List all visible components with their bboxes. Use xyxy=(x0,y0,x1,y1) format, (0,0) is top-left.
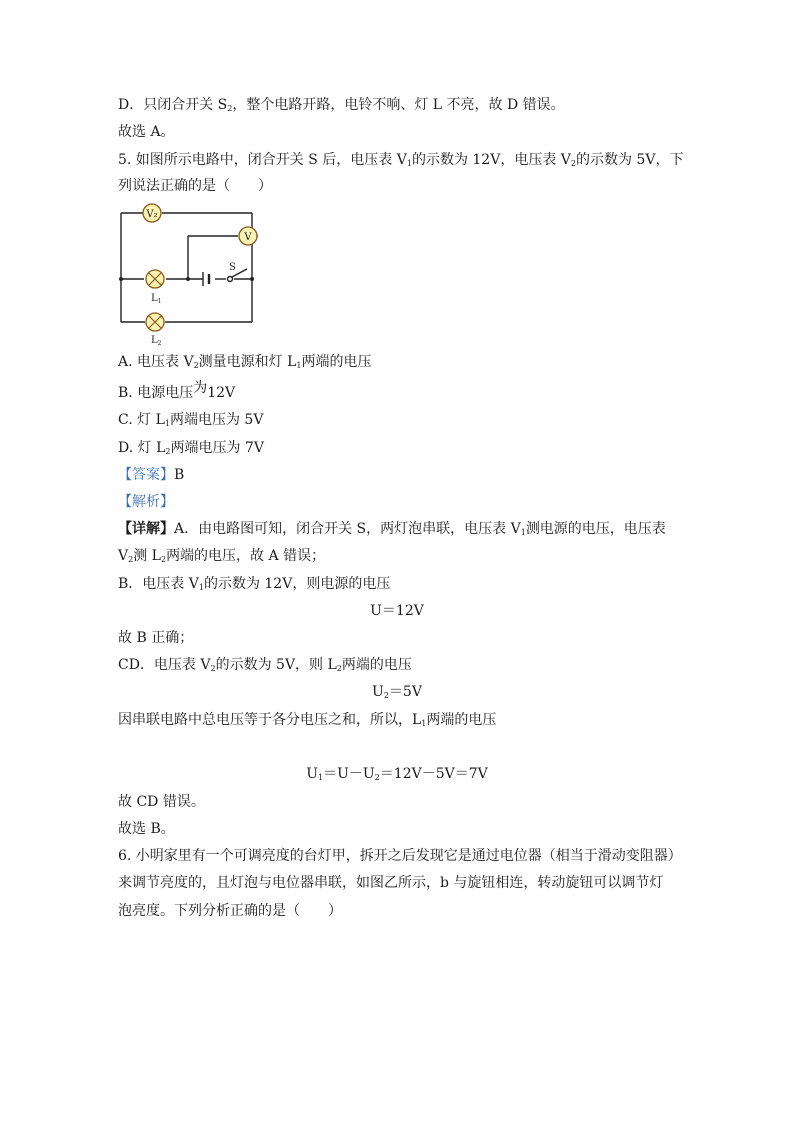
question-6-stem: 来调节亮度的，且灯泡与电位器串联，如图乙所示，b 与旋钮相连，转动旋钮可以调节灯 xyxy=(118,875,664,891)
lamp-l1-label: $L_1$ xyxy=(151,293,162,305)
circuit-diagram xyxy=(110,200,260,350)
detail-line: $V_2$测 $L_2$两端的电压，故 A 错误； xyxy=(118,548,326,564)
text-line: D．只闭合开关 $S_2$，整个电路开路，电铃不响、灯 L 不亮，故 D 错误。 xyxy=(118,97,565,113)
voltmeter-v-icon xyxy=(239,227,257,245)
answer-line: 【答案】B xyxy=(118,467,185,483)
detail-line: 因串联电路中总电压等于各分电压之和，所以，$L_1$两端的电压 xyxy=(118,712,497,728)
question-5-stem: 列说法正确的是（ ） xyxy=(118,178,272,194)
equation-3: $U_1=U-U_2=12V-5V=7V$ xyxy=(306,766,488,782)
lamp-l2-label: $L_2$ xyxy=(151,335,162,347)
analysis-heading: 【解析】 xyxy=(118,494,174,510)
voltmeter-v2-icon xyxy=(143,204,161,222)
switch-label: S xyxy=(229,262,236,273)
svg-text:V₂: V₂ xyxy=(146,209,158,220)
lamp-l2-icon xyxy=(146,313,164,331)
detail-line: 故 B 正确； xyxy=(118,630,194,646)
equation-1: U＝12V xyxy=(370,603,424,619)
option-c: C. 灯 $L_1$两端电压为 5V xyxy=(118,412,264,428)
detail-line: 故选 B。 xyxy=(118,821,175,837)
detail-line: CD．电压表 $V_2$的示数为 5V，则 $L_2$两端的电压 xyxy=(118,657,412,673)
detail-line: 【详解】A．由电路图可知，闭合开关 S，两灯泡串联，电压表 $V_1$测电源的电压，电压表 xyxy=(118,521,666,537)
detail-line: B．电压表 $V_1$的示数为 12V，则电源的电压 xyxy=(118,576,391,592)
question-6-stem: 6. 小明家里有一个可调亮度的台灯甲，拆开之后发现它是通过电位器（相当于滑动变阻器） xyxy=(118,848,682,864)
detail-line: 故 CD 错误。 xyxy=(118,794,205,810)
text-line: 故选 A。 xyxy=(118,124,175,140)
question-5-stem: 5. 如图所示电路中，闭合开关 S 后，电压表 $V_1$的示数为 12V，电压表 $V_2$的示数为 5V，下 xyxy=(118,152,684,168)
equation-2: $U_2=5V$ xyxy=(372,684,422,700)
svg-text:V: V xyxy=(244,232,252,243)
option-d: D. 灯 $L_2$两端电压为 7V xyxy=(118,440,264,456)
question-6-stem: 泡亮度。下列分析正确的是（ ） xyxy=(118,903,342,919)
option-b: B. 电源电压为12V xyxy=(118,380,236,401)
option-a: A. 电压表 $V_2$测量电源和灯 $L_1$两端的电压 xyxy=(118,354,372,370)
lamp-l1-icon xyxy=(146,270,164,288)
